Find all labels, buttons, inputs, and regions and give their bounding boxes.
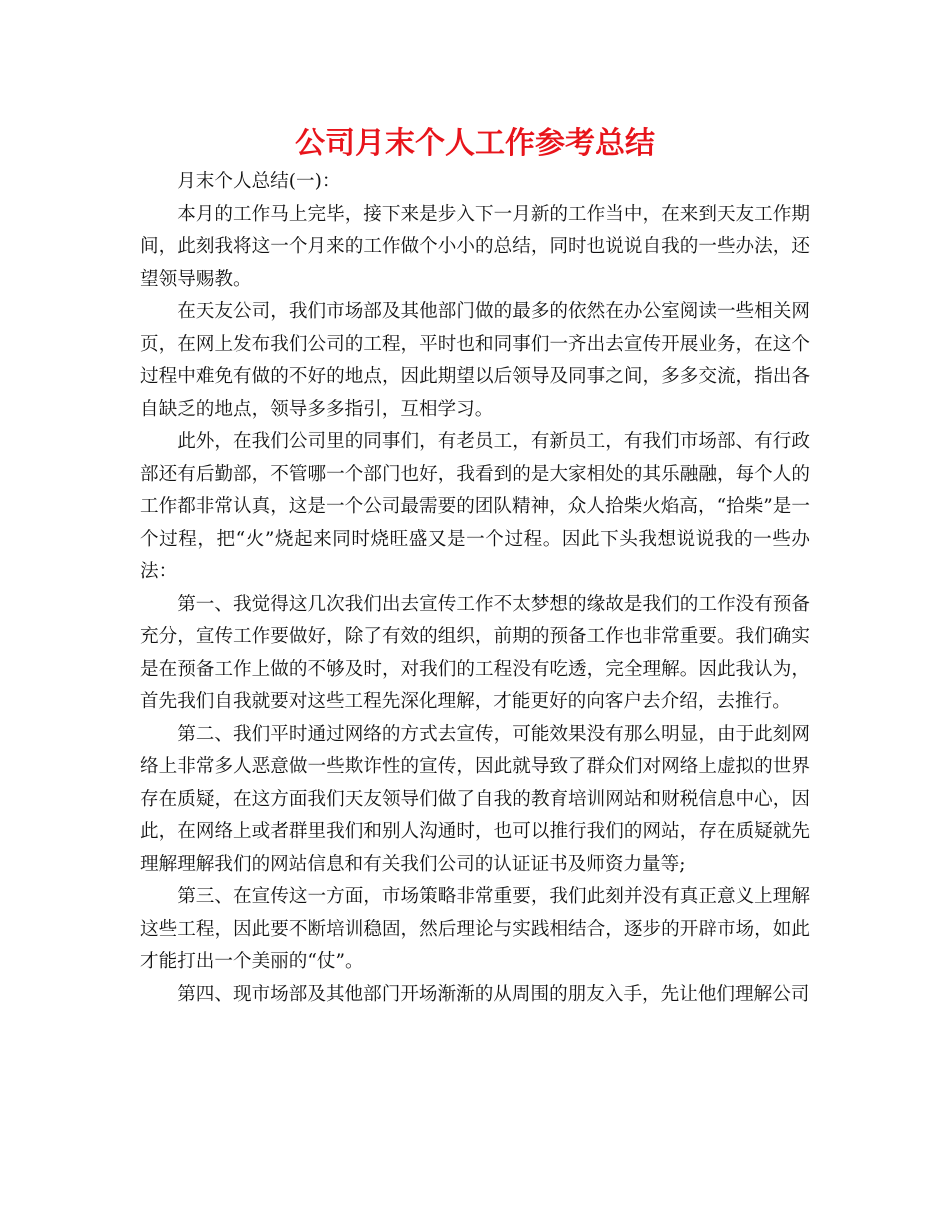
document-title: 公司月末个人工作参考总结 [295,126,655,161]
document-body [140,166,810,1011]
body-paragraph: 在天友公司，我们市场部及其他部门做的最多的依然在办公室阅读一些相关网页，在网上发布我们公司的工程，平时也和同事们一齐出去宣传开展业务，在这个过程中难免有做的不好的地点，因此期望以后领导及同事之间，多多交流，指出各自缺乏的地点，领导多多指引，互相学习。 [140,301,810,420]
body-paragraph: 此外，在我们公司里的同事们，有老员工，有新员工，有我们市场部、有行政部还有后勤部，不管哪一个部门也好，我看到的是大家相处的其乐融融，每个人的工作都非常认真，这是一个公司最需要的团队精神，众人拾柴火焰高，“拾柴”是一个过程，把“火”烧起来同时烧旺盛又是一个过程。因此下头我想说说我的一些办法： [140,431,810,582]
body-paragraph: 第四、现市场部及其他部门开场渐渐的从周围的朋友入手，先让他们理解公司 [177,983,810,1005]
body-paragraph: 第一、我觉得这几次我们出去宣传工作不太梦想的缘故是我们的工作没有预备充分，宣传工作要做好，除了有效的组织，前期的预备工作也非常重要。我们确实是在预备工作上做的不够及时，对我们的工程没有吃透，完全理解。因此我认为，首先我们自我就要对这些工程先深化理解，才能更好的向客户去介绍，去推行。 [140,593,810,712]
body-paragraph: 本月的工作马上完毕，接下来是步入下一月新的工作当中，在来到天友工作期间，此刻我将这一个月来的工作做个小小的总结，同时也说说自我的一些办法，还望领导赐教。 [140,203,810,290]
section-heading: 月末个人总结(一)： [177,171,341,192]
body-paragraph: 第二、我们平时通过网络的方式去宣传，可能效果没有那么明显，由于此刻网络上非常多人恶意做一些欺诈性的宣传，因此就导致了群众们对网络上虚拟的世界存在质疑，在这方面我们天友领导们做了自我的教育培训网站和财税信息中心，因此，在网络上或者群里我们和别人沟通时，也可以推行我们的网站，存在质疑就先理解理解我们的网站信息和有关我们公司的认证证书及师资力量等; [140,723,810,875]
body-paragraph: 第三、在宣传这一方面，市场策略非常重要，我们此刻并没有真正意义上理解这些工程，因此要不断培训稳固，然后理论与实践相结合，逐步的开辟市场，如此才能打出一个美丽的“仗”。 [140,886,810,972]
